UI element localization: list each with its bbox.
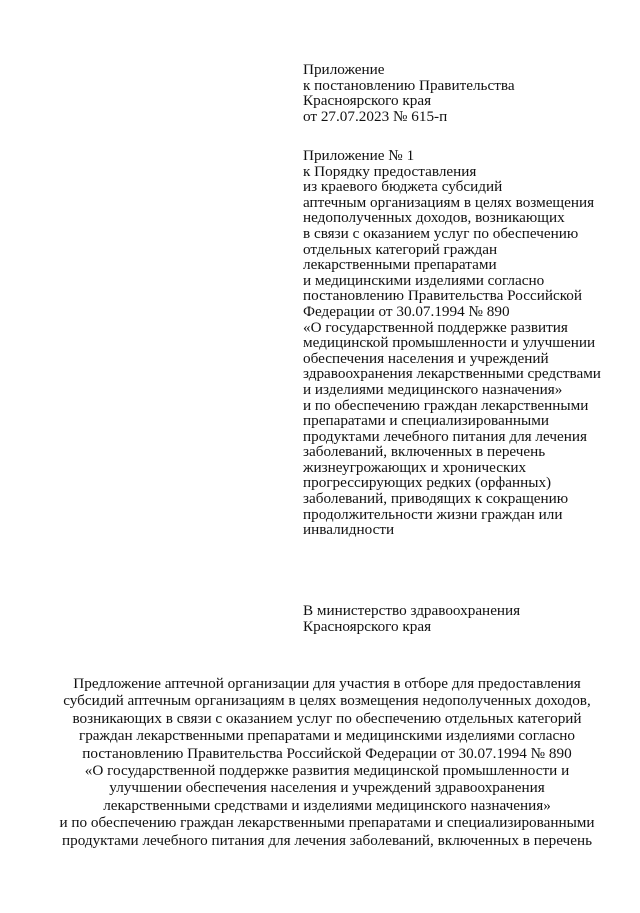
appendix-number-line: прогрессирующих редких (орфанных)	[303, 474, 552, 492]
appendix-number-line: продуктами лечебного питания для лечения	[303, 427, 587, 445]
appendix-number-line: обеспечения населения и учреждений	[303, 349, 549, 367]
appendix-number-line: Приложение № 1	[303, 147, 415, 164]
appendix-number-line: заболеваний, включенных в перечень	[303, 443, 546, 461]
appendix-number-line: жизнеугрожающих и хронических	[303, 458, 527, 476]
addressee-line: В министерство здравоохранения	[303, 602, 521, 619]
appendix-header	[303, 62, 623, 124]
proposal-title-line: граждан лекарственными препаратами и медицинскими изделиями согласно	[78, 727, 576, 745]
proposal-title-line: продуктами лечебного питания для лечения заболеваний, включенных в перечень	[61, 831, 592, 849]
appendix-number-line: отдельных категорий граждан	[303, 240, 498, 258]
proposal-title-line: улучшении обеспечения населения и учреждений здравоохранения	[109, 779, 545, 797]
proposal-title	[40, 675, 614, 849]
appendix-number-line: аптечным организациям в целях возмещения	[303, 193, 595, 211]
appendix-header-line: к постановлению Правительства	[303, 76, 515, 94]
appendix-number-line: Федерации от 30.07.1994 № 890	[303, 302, 510, 320]
appendix-number-line: «О государственной поддержке развития	[303, 318, 568, 336]
appendix-number-line: и по обеспечению граждан лекарственными	[303, 396, 589, 414]
appendix-number-line: из краевого бюджета субсидий	[303, 178, 503, 196]
proposal-title-line: Предложение аптечной организации для участия в отборе для предоставления	[73, 675, 581, 692]
proposal-title-line: постановлению Правительства Российской Федерации от 30.07.1994 № 890	[82, 744, 572, 762]
proposal-title-line: лекарственными средствами и изделиями медицинского назначения»	[103, 796, 551, 814]
appendix-number-line: постановлению Правительства Российской	[303, 287, 583, 305]
appendix-number-line: медицинской промышленности и улучшении	[303, 334, 596, 352]
addressee-line: Красноярского края	[303, 617, 432, 635]
appendix-number-block	[303, 148, 623, 538]
appendix-header-line: Приложение	[303, 61, 385, 78]
appendix-number-line: и медицинскими изделиями согласно	[303, 271, 545, 289]
appendix-header-line: Красноярского края	[303, 92, 432, 110]
appendix-number-line: препаратами и специализированными	[303, 412, 549, 430]
proposal-title-line: возникающих в связи с оказанием услуг по обеспечению отдельных категорий	[72, 709, 582, 727]
appendix-number-line: инвалидности	[303, 521, 395, 539]
proposal-title-line: «О государственной поддержке развития медицинской промышленности и	[84, 762, 570, 780]
appendix-header-line: от 27.07.2023 № 615-п	[303, 107, 448, 125]
appendix-number-line: и изделиями медицинского назначения»	[303, 380, 563, 398]
appendix-number-line: в связи с оказанием услуг по обеспечению	[303, 224, 579, 242]
addressee-block	[303, 603, 623, 634]
appendix-number-line: продолжительности жизни граждан или	[303, 505, 563, 523]
appendix-number-line: лекарственными препаратами	[303, 256, 497, 274]
appendix-number-line: недополученных доходов, возникающих	[303, 209, 565, 227]
proposal-title-line: субсидий аптечным организациям в целях возмещения недополученных доходов,	[63, 692, 591, 710]
proposal-title-line: и по обеспечению граждан лекарственными препаратами и специализированными	[59, 814, 595, 832]
appendix-number-line: к Порядку предоставления	[303, 162, 477, 180]
appendix-number-line: заболеваний, приводящих к сокращению	[303, 490, 569, 508]
appendix-number-line: здравоохранения лекарственными средствами	[303, 365, 601, 383]
